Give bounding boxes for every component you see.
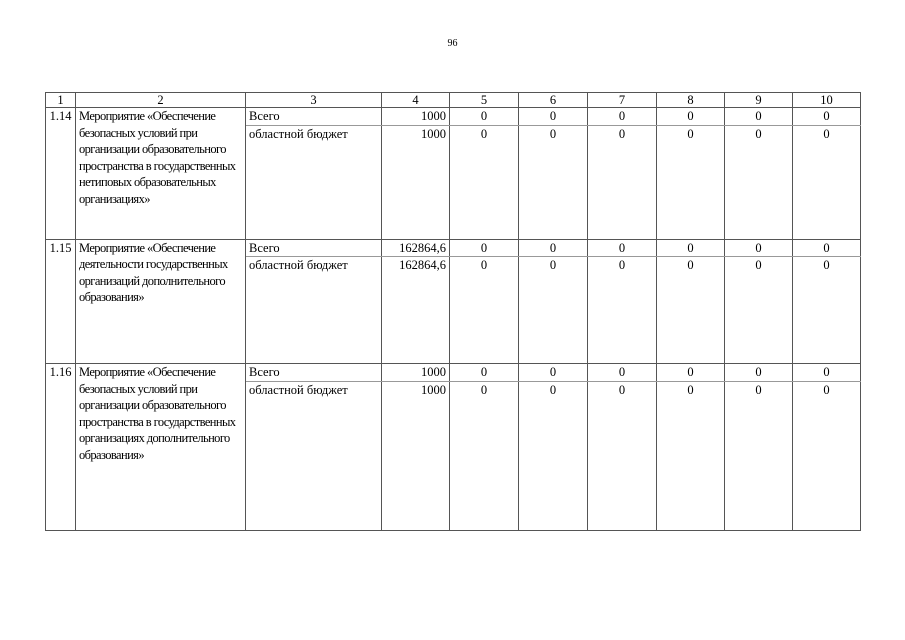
value-cell: 0 bbox=[450, 364, 519, 382]
value-cell: 0 bbox=[450, 125, 519, 239]
value-cell: 0 bbox=[588, 364, 657, 382]
col-header: 6 bbox=[519, 93, 588, 108]
col-header: 3 bbox=[246, 93, 382, 108]
value-cell: 0 bbox=[725, 108, 793, 126]
value-cell: 162864,6 bbox=[382, 257, 450, 364]
value-cell: 0 bbox=[725, 364, 793, 382]
value-cell: 0 bbox=[657, 257, 725, 364]
activity-name: Мероприятие «Обеспечение безопасных условий при организации образовательного пространства в государственных нетиповых образовательных организациях» bbox=[76, 108, 246, 240]
funding-label: Всего bbox=[246, 108, 382, 126]
table-row bbox=[46, 364, 861, 382]
value-cell: 0 bbox=[793, 239, 861, 257]
funding-label: областной бюджет bbox=[246, 125, 382, 239]
row-number: 1.16 bbox=[46, 364, 76, 531]
value-cell: 0 bbox=[657, 239, 725, 257]
value-cell: 0 bbox=[793, 381, 861, 530]
col-header: 1 bbox=[46, 93, 76, 108]
funding-label: областной бюджет bbox=[246, 257, 382, 364]
value-cell: 0 bbox=[450, 239, 519, 257]
value-cell: 0 bbox=[725, 381, 793, 530]
value-cell: 1000 bbox=[382, 125, 450, 239]
value-cell: 0 bbox=[519, 108, 588, 126]
value-cell: 0 bbox=[588, 239, 657, 257]
header-row bbox=[46, 93, 861, 108]
value-cell: 0 bbox=[793, 125, 861, 239]
funding-label: Всего bbox=[246, 239, 382, 257]
activity-name: Мероприятие «Обеспечение безопасных условий при организации образовательного пространства в государственных организациях дополнительного образования» bbox=[76, 364, 246, 531]
col-header: 4 bbox=[382, 93, 450, 108]
value-cell: 0 bbox=[519, 381, 588, 530]
value-cell: 0 bbox=[588, 257, 657, 364]
col-header: 9 bbox=[725, 93, 793, 108]
page-number: 96 bbox=[447, 38, 458, 49]
value-cell: 0 bbox=[657, 125, 725, 239]
col-header: 10 bbox=[793, 93, 861, 108]
value-cell: 0 bbox=[450, 257, 519, 364]
value-cell: 0 bbox=[725, 125, 793, 239]
value-cell: 0 bbox=[450, 108, 519, 126]
value-cell: 0 bbox=[725, 239, 793, 257]
col-header: 7 bbox=[588, 93, 657, 108]
value-cell: 0 bbox=[519, 257, 588, 364]
value-cell: 0 bbox=[657, 364, 725, 382]
value-cell: 162864,6 bbox=[382, 239, 450, 257]
funding-label: Всего bbox=[246, 364, 382, 382]
value-cell: 1000 bbox=[382, 364, 450, 382]
value-cell: 1000 bbox=[382, 381, 450, 530]
value-cell: 0 bbox=[657, 108, 725, 126]
row-number: 1.14 bbox=[46, 108, 76, 240]
value-cell: 0 bbox=[793, 364, 861, 382]
value-cell: 0 bbox=[519, 364, 588, 382]
value-cell: 0 bbox=[588, 108, 657, 126]
value-cell: 0 bbox=[793, 108, 861, 126]
col-header: 5 bbox=[450, 93, 519, 108]
value-cell: 0 bbox=[588, 381, 657, 530]
col-header: 8 bbox=[657, 93, 725, 108]
value-cell: 0 bbox=[588, 125, 657, 239]
value-cell: 0 bbox=[519, 125, 588, 239]
value-cell: 0 bbox=[657, 381, 725, 530]
row-number: 1.15 bbox=[46, 239, 76, 364]
funding-label: областной бюджет bbox=[246, 381, 382, 530]
value-cell: 0 bbox=[793, 257, 861, 364]
value-cell: 1000 bbox=[382, 108, 450, 126]
table-row bbox=[46, 108, 861, 126]
budget-table bbox=[45, 92, 861, 531]
value-cell: 0 bbox=[725, 257, 793, 364]
value-cell: 0 bbox=[519, 239, 588, 257]
value-cell: 0 bbox=[450, 381, 519, 530]
table-row bbox=[46, 239, 861, 257]
activity-name: Мероприятие «Обеспечение деятельности государственных организаций дополнительного образования» bbox=[76, 239, 246, 364]
col-header: 2 bbox=[76, 93, 246, 108]
